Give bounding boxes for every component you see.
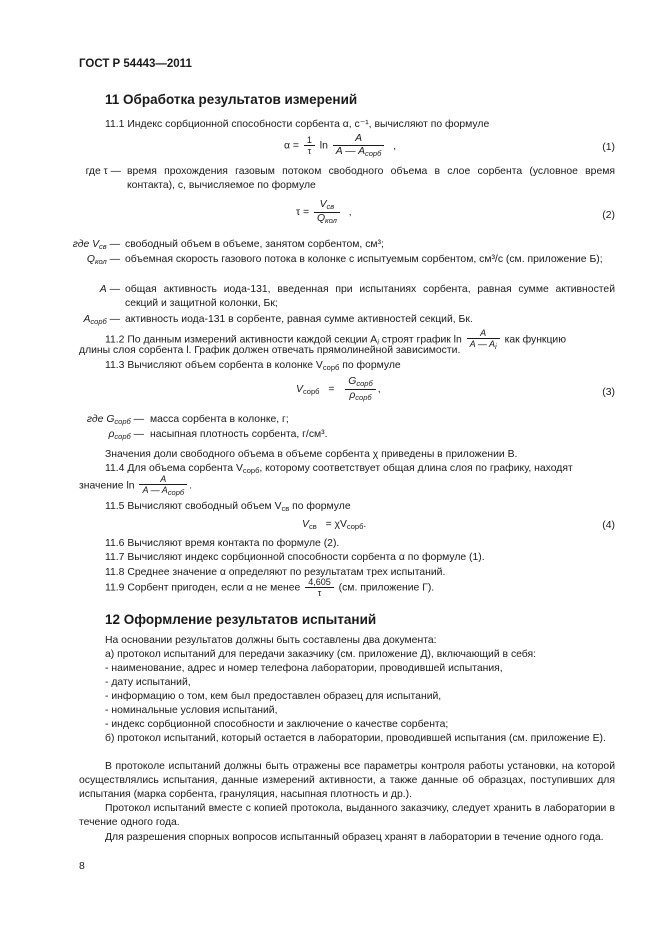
section-12-title: 12 Оформление результатов испытаний [105, 612, 377, 627]
para-11-8: 11.8 Среднее значение α определяют по результатам трех испытаний. [105, 567, 446, 578]
para-b: б) протокол испытаний, который остается в лаборатории, проводившей испытания (см. приложение Е). [105, 733, 606, 744]
para-11-2-line2: длины слоя сорбента l. График должен отвечать прямолинейной зависимости. [79, 345, 461, 356]
list-line: а) протокол испытаний для передачи заказчику (см. приложение Д), включающий в себя: [105, 649, 537, 660]
def-term: $Q_{кол}$ — [86, 254, 120, 266]
para-11-1: 11.1 Индекс сорбционной способности сорбента α, с⁻¹, вычисляют по формуле [105, 119, 490, 130]
para-c: В протоколе испытаний должны быть отражены все параметры контроля работы установки, на которой осуществлялись испытания, данные измерений активности, а также данные об образцах, поступивших для испытания (марка сорбента, грануляция, насыпная плотность и др.). [79, 761, 615, 801]
def-desc: активность иода-131 в сорбенте, равная сумме активностей секций, Бк. [125, 314, 473, 325]
def-desc: свободный объем в объеме, занятом сорбентом, см³; [125, 239, 384, 250]
document-page: ГОСТ Р 54443—2011 11 Обработка результатов измерений 11.1 Индекс сорбционной способности сорбента α, с⁻¹, вычисляют по формуле α = $\frac{1}{\tau}$ ln $\frac{A}{A — A_{сорб}}$ , (1) где τ — время прохождения газовым потоком свободного объема в слое сорбента (условное время контакта), с, вычисляемое по формуле τ = $\frac{V_{св}}{Q_{кол}}$ , (2) где $V_{св}$ — свободный объем в объеме, занятом сорбентом, см³; $Q_{кол}$ — объемная скорость газового потока в колонке с испытуемым сорбентом, см³/с (см. приложение Б); A — общая активность иода-131, введенная при испытаниях сорбента, равная сумме активностей секций и защитной колонки, Бк; $A_{сорб}$ — активность иода-131 в сорбенте, равная сумме активностей секций, Бк. 11.2 По данным измерений активности каждой секции $A_i$ строят график ln $\frac{A}{A — A_i}$ как функцию длины слоя сорбента l. График должен отвечать прямолинейной зависимости. 11.3 Вычисляют объем сорбента в колонке $V_{сорб}$ по формуле $V_{сорб}$ = $\frac{G_{сорб}}{\rho_{сорб}}$ , (3) где $G_{сорб}$ — масса сорбента в колонке, г; $\rho_{сорб}$ — насыпная плотность сорбента, г/см³. Значения доли свободного объема в объеме сорбента χ приведены в приложении В. 11.4 Для объема сорбента $V_{сорб}$, которому соответствует общая длина слоя по графику, находят значение ln $\frac{A}{A — A_{сорб}}$ . 11.5 Вычисляют свободный объем $V_{св}$ по формуле $V_{св} = \chi V_{сорб}$. (4) 11.6 Вычисляют время контакта по формуле (2). 11.7 Вычисляют индекс сорбционной способности сорбента α по формуле (1). 11.8 Среднее значение α определяют по результатам трех испытаний. 11.9 Сорбент пригоден, если α не менее $\frac{4,605}{\tau}$ (см. приложение Г). 12 Оформление результатов испытаний На основании результатов должны быть составлены два документа: а) протокол испытаний для передачи заказчику (см. приложение Д), включающий в себя: - наименование, адрес и номер телефона лаборатории, проводившей испытания, - дату испытаний, - информацию о том, кем был предоставлен образец для испытаний, - номинальные условия испытаний, - индекс сорбционной способности и заключение о качестве сорбента; б) протокол испытаний, который остается в лаборатории, проводившей испытания (см. приложение Е). В протоколе испытаний должны быть отражены все параметры контроля работы установки, на которой осуществлялись испытания, данные измерений активности, а также данные об образцах, поступивших для испытания (марка сорбента, грануляция, насыпная плотность и др.). Протокол испытаний вместе с копией протокола, выданного заказчику, следует хранить в лаборатории в течение одного года. Для разрешения спорных вопросов испытанный образец хранят в лаборатории в течение одного года. 8 [0, 0, 661, 936]
list-line: На основании результатов должны быть составлены два документа: [105, 635, 437, 646]
para-11-9: 11.9 Сорбент пригоден, если α не менее $\frac{4,605}{\tau}$ (см. приложение Г). [105, 577, 435, 599]
list-line: - индекс сорбционной способности и заключение о качестве сорбента; [105, 719, 449, 730]
formula-2: τ = $\frac{V_{св}}{Q_{кол}}$ , [296, 199, 352, 225]
formula-4-number: (4) [602, 520, 615, 531]
section-11-title: 11 Обработка результатов измерений [105, 92, 358, 107]
formula-3-number: (3) [602, 387, 615, 398]
def-term: A — [99, 284, 120, 295]
para-11-7: 11.7 Вычисляют индекс сорбционной способности сорбента α по формуле (1). [105, 552, 485, 563]
para-11-2: 11.2 По данным измерений активности каждой секции $A_i$ строят график ln $\frac{A}{A — A_i}$ как функцию [105, 328, 567, 352]
def-desc: общая активность иода-131, введенная при испытаниях сорбента, равная сумме активностей секций и защитной колонки, Бк; [125, 284, 615, 310]
para-11-3: 11.3 Вычисляют объем сорбента в колонке $V_{сорб}$ по формуле [105, 360, 401, 372]
para-11-4: 11.4 Для объема сорбента $V_{сорб}$, которому соответствует общая длина слоя по графику, находят [105, 463, 573, 475]
list-line: - дату испытаний, [105, 677, 191, 688]
formula-3: $V_{сорб}$ = $\frac{G_{сорб}}{\rho_{сорб}}$ , [296, 376, 381, 402]
formula-2-number: (2) [602, 210, 615, 221]
para-11-5: 11.5 Вычисляют свободный объем $V_{св}$ по формуле [105, 501, 351, 513]
para-11-6: 11.6 Вычисляют время контакта по формуле (2). [105, 538, 340, 549]
def-term: где $V_{св}$ — [72, 239, 120, 251]
list-line: - информацию о том, кем был предоставлен образец для испытаний, [105, 691, 442, 702]
def-term: $\rho_{сорб}$ — [108, 429, 144, 441]
list-line: - наименование, адрес и номер телефона лаборатории, проводившей испытания, [105, 663, 503, 674]
para-e: Для разрешения спорных вопросов испытанный образец хранят в лаборатории в течение одного года. [105, 832, 604, 843]
formula-1-number: (1) [602, 142, 615, 153]
formula-1: α = $\frac{1}{\tau}$ ln $\frac{A}{A — A_{сорб}}$ , [284, 133, 397, 158]
formula-4: $V_{св} = \chi V_{сорб}$. [302, 519, 367, 531]
page-number: 8 [79, 861, 85, 872]
def-desc: насыпная плотность сорбента, г/см³. [150, 429, 328, 440]
para-d: Протокол испытаний вместе с копией протокола, выданного заказчику, следует хранить в лаборатории в течение одного года. [79, 803, 615, 829]
para-chi: Значения доли свободного объема в объеме сорбента χ приведены в приложении В. [105, 449, 518, 460]
list-line: - номинальные условия испытаний, [105, 705, 278, 716]
def-desc: масса сорбента в колонке, г; [150, 414, 289, 425]
para-11-4-line2: значение ln $\frac{A}{A — A_{сорб}}$ . [79, 474, 192, 498]
def-desc: объемная скорость газового потока в колонке с испытуемым сорбентом, см³/с (см. приложение Б); [125, 254, 603, 265]
def-term: где $G_{сорб}$ — [86, 414, 144, 426]
def-term: $A_{сорб}$ — [83, 314, 120, 326]
standard-header: ГОСТ Р 54443—2011 [79, 58, 192, 70]
